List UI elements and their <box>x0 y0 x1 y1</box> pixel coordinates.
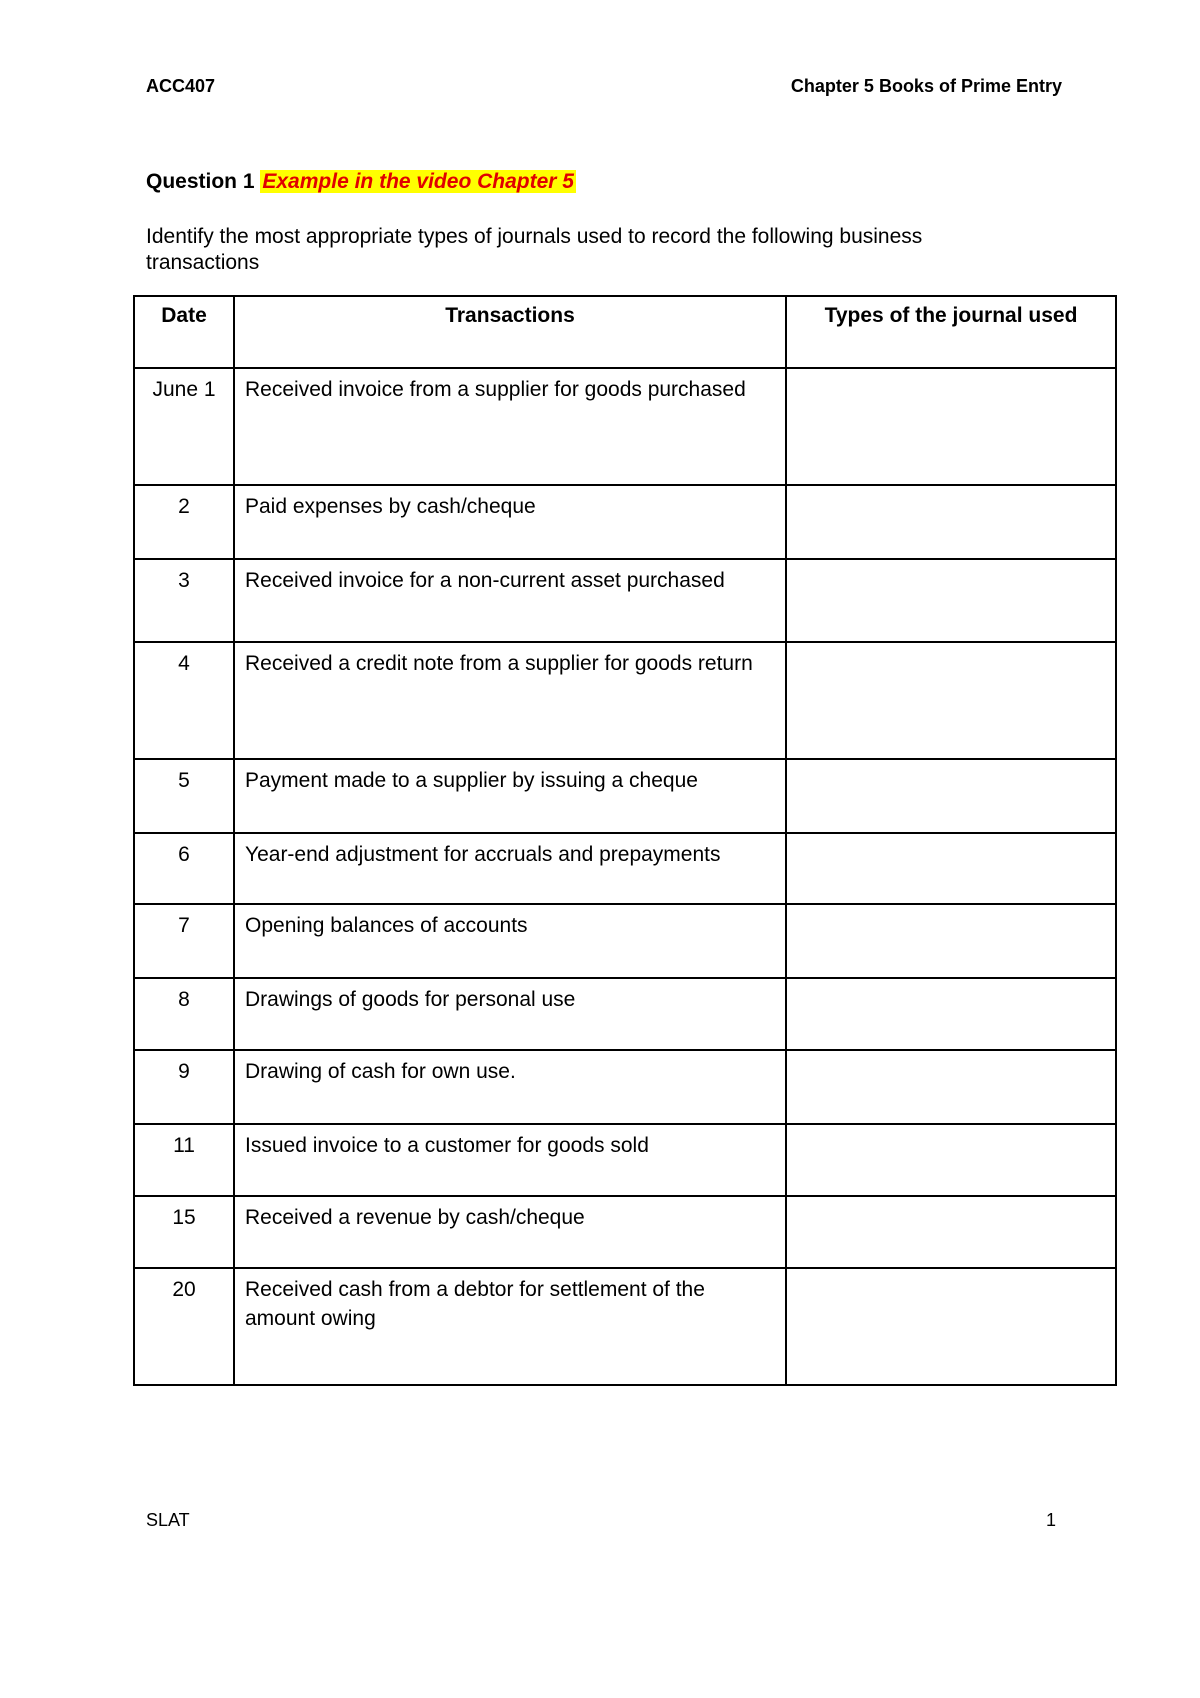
table-row <box>134 368 1116 485</box>
row-date: 20 <box>134 1268 234 1385</box>
row-journal-answer[interactable] <box>786 1196 1116 1268</box>
question-title <box>146 170 576 194</box>
row-journal-answer[interactable] <box>786 833 1116 904</box>
row-date: 11 <box>134 1124 234 1196</box>
row-date: 2 <box>134 485 234 559</box>
table-row <box>134 1050 1116 1124</box>
row-date: 15 <box>134 1196 234 1268</box>
question-highlight: Example in the video Chapter 5 <box>262 170 574 193</box>
row-date: 8 <box>134 978 234 1050</box>
table-row <box>134 833 1116 904</box>
row-transaction: Received invoice from a supplier for goods purchased <box>234 368 786 485</box>
row-journal-answer[interactable] <box>786 978 1116 1050</box>
row-transaction: Received a credit note from a supplier for goods return <box>234 642 786 759</box>
row-date: 3 <box>134 559 234 642</box>
row-transaction: Issued invoice to a customer for goods sold <box>234 1124 786 1196</box>
table-row <box>134 559 1116 642</box>
row-transaction: Year-end adjustment for accruals and prepayments <box>234 833 786 904</box>
row-transaction: Drawings of goods for personal use <box>234 978 786 1050</box>
row-date: 7 <box>134 904 234 978</box>
row-date: 9 <box>134 1050 234 1124</box>
row-journal-answer[interactable] <box>786 485 1116 559</box>
course-code: ACC407 <box>146 76 216 96</box>
table-row <box>134 1196 1116 1268</box>
table-row <box>134 904 1116 978</box>
row-journal-answer[interactable] <box>786 904 1116 978</box>
row-journal-answer[interactable] <box>786 368 1116 485</box>
table-row <box>134 978 1116 1050</box>
question-label: Question 1 <box>146 170 255 193</box>
table-row <box>134 642 1116 759</box>
row-transaction: Received a revenue by cash/cheque <box>234 1196 786 1268</box>
column-header-transactions: Transactions <box>234 296 786 368</box>
row-transaction: Opening balances of accounts <box>234 904 786 978</box>
table-row <box>134 485 1116 559</box>
column-header-journal-type: Types of the journal used <box>786 296 1116 368</box>
row-journal-answer[interactable] <box>786 1124 1116 1196</box>
table-header-row <box>134 296 1116 368</box>
row-journal-answer[interactable] <box>786 559 1116 642</box>
row-transaction: Received cash from a debtor for settlement of the amount owing <box>234 1268 786 1385</box>
row-journal-answer[interactable] <box>786 759 1116 833</box>
row-date: 6 <box>134 833 234 904</box>
row-journal-answer[interactable] <box>786 1050 1116 1124</box>
row-transaction: Drawing of cash for own use. <box>234 1050 786 1124</box>
footer-label: SLAT <box>146 1510 190 1530</box>
chapter-title: Chapter 5 Books of Prime Entry <box>790 76 1062 96</box>
row-date: 5 <box>134 759 234 833</box>
column-header-date: Date <box>134 296 234 368</box>
row-transaction: Paid expenses by cash/cheque <box>234 485 786 559</box>
row-date: June 1 <box>134 368 234 485</box>
row-journal-answer[interactable] <box>786 1268 1116 1385</box>
page-number: 1 <box>1045 1510 1056 1530</box>
row-transaction: Received invoice for a non-current asset purchased <box>234 559 786 642</box>
table-row <box>134 1124 1116 1196</box>
question-instruction: Identify the most appropriate types of journals used to record the following business transactions <box>146 225 923 274</box>
table-row <box>134 1268 1116 1385</box>
journal-table <box>133 295 1117 1386</box>
row-journal-answer[interactable] <box>786 642 1116 759</box>
row-transaction: Payment made to a supplier by issuing a cheque <box>234 759 786 833</box>
table-row <box>134 759 1116 833</box>
row-date: 4 <box>134 642 234 759</box>
